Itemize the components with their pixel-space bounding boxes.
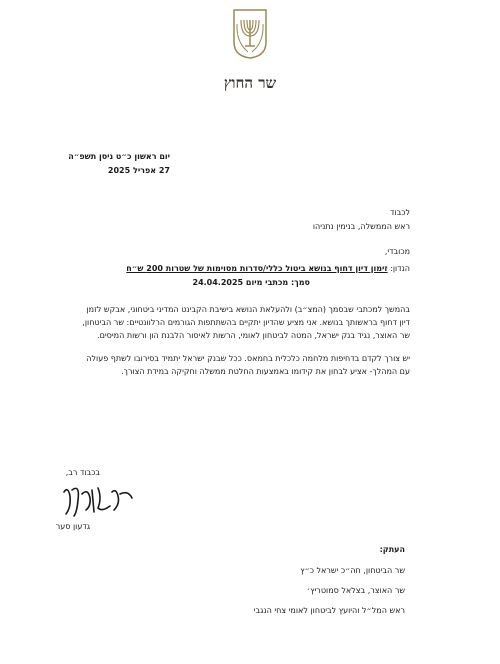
body-paragraph-1: בהמשך למכתבי שבסמך (המצ״ב) ולהעלאת הנושא בישיבת הקבינט המדיני ביטחוני, אבקש לזמן דיון דחוף בראשותך בנושא. אני מציע שהדיון יתקיים בהשתתפות הגורמים הרלוונטיים: שר הביטחון, שר האוצר, נגיד בנק ישראל, המטה לביטחון לאומי, הרשות לאיסור הלבנת הון ורשות המיסים.: [82, 305, 410, 340]
state-emblem-icon: [230, 8, 270, 60]
recipient-label: לכבוד: [390, 208, 410, 217]
subject-text: זימון דיון דחוף בנושא ביטול כללי/סדרות מסוימות של שטרות 200 ש״ח: [126, 264, 388, 273]
gregorian-date: 27 אפריל 2025: [107, 166, 170, 175]
cc-item: שר האוצר, בצלאל סמוטריץ׳: [306, 586, 405, 595]
closing: בכבוד רב,: [65, 468, 100, 477]
signer-name: גדעון סער: [55, 522, 90, 531]
body-paragraph-2: יש צורך לקדם בדחיפות מלחמה כלכלית בחמאס. ככל שבנק ישראל יתמיד בסירובו לשתף פעולה עם המהלך- אציע לבחון את קידומו באמצעות החלטת ממשלה וחקיקה במידת הצורך.: [86, 354, 410, 376]
recipient-name: ראש הממשלה, בנימין נתניהו: [312, 222, 410, 231]
hebrew-date: יום ראשון כ״ט ניסן תשפ״ה: [68, 152, 170, 161]
cc-label: העתק:: [379, 545, 405, 554]
handwritten-signature-icon: [58, 482, 138, 520]
subject-line: [126, 264, 410, 273]
cc-item: שר הביטחון, חה״כ ישראל כ״ץ: [300, 566, 405, 575]
salutation: מכובדי,: [384, 247, 410, 256]
subject-label: הנדון:: [390, 264, 410, 273]
office-title: שר החוץ: [223, 74, 277, 92]
cc-item: ראש המל״ל והיועץ לביטחון לאומי צחי הנגבי: [253, 606, 405, 615]
reference-line: סמך: מכתבי מיום 24.04.2025: [192, 278, 310, 287]
